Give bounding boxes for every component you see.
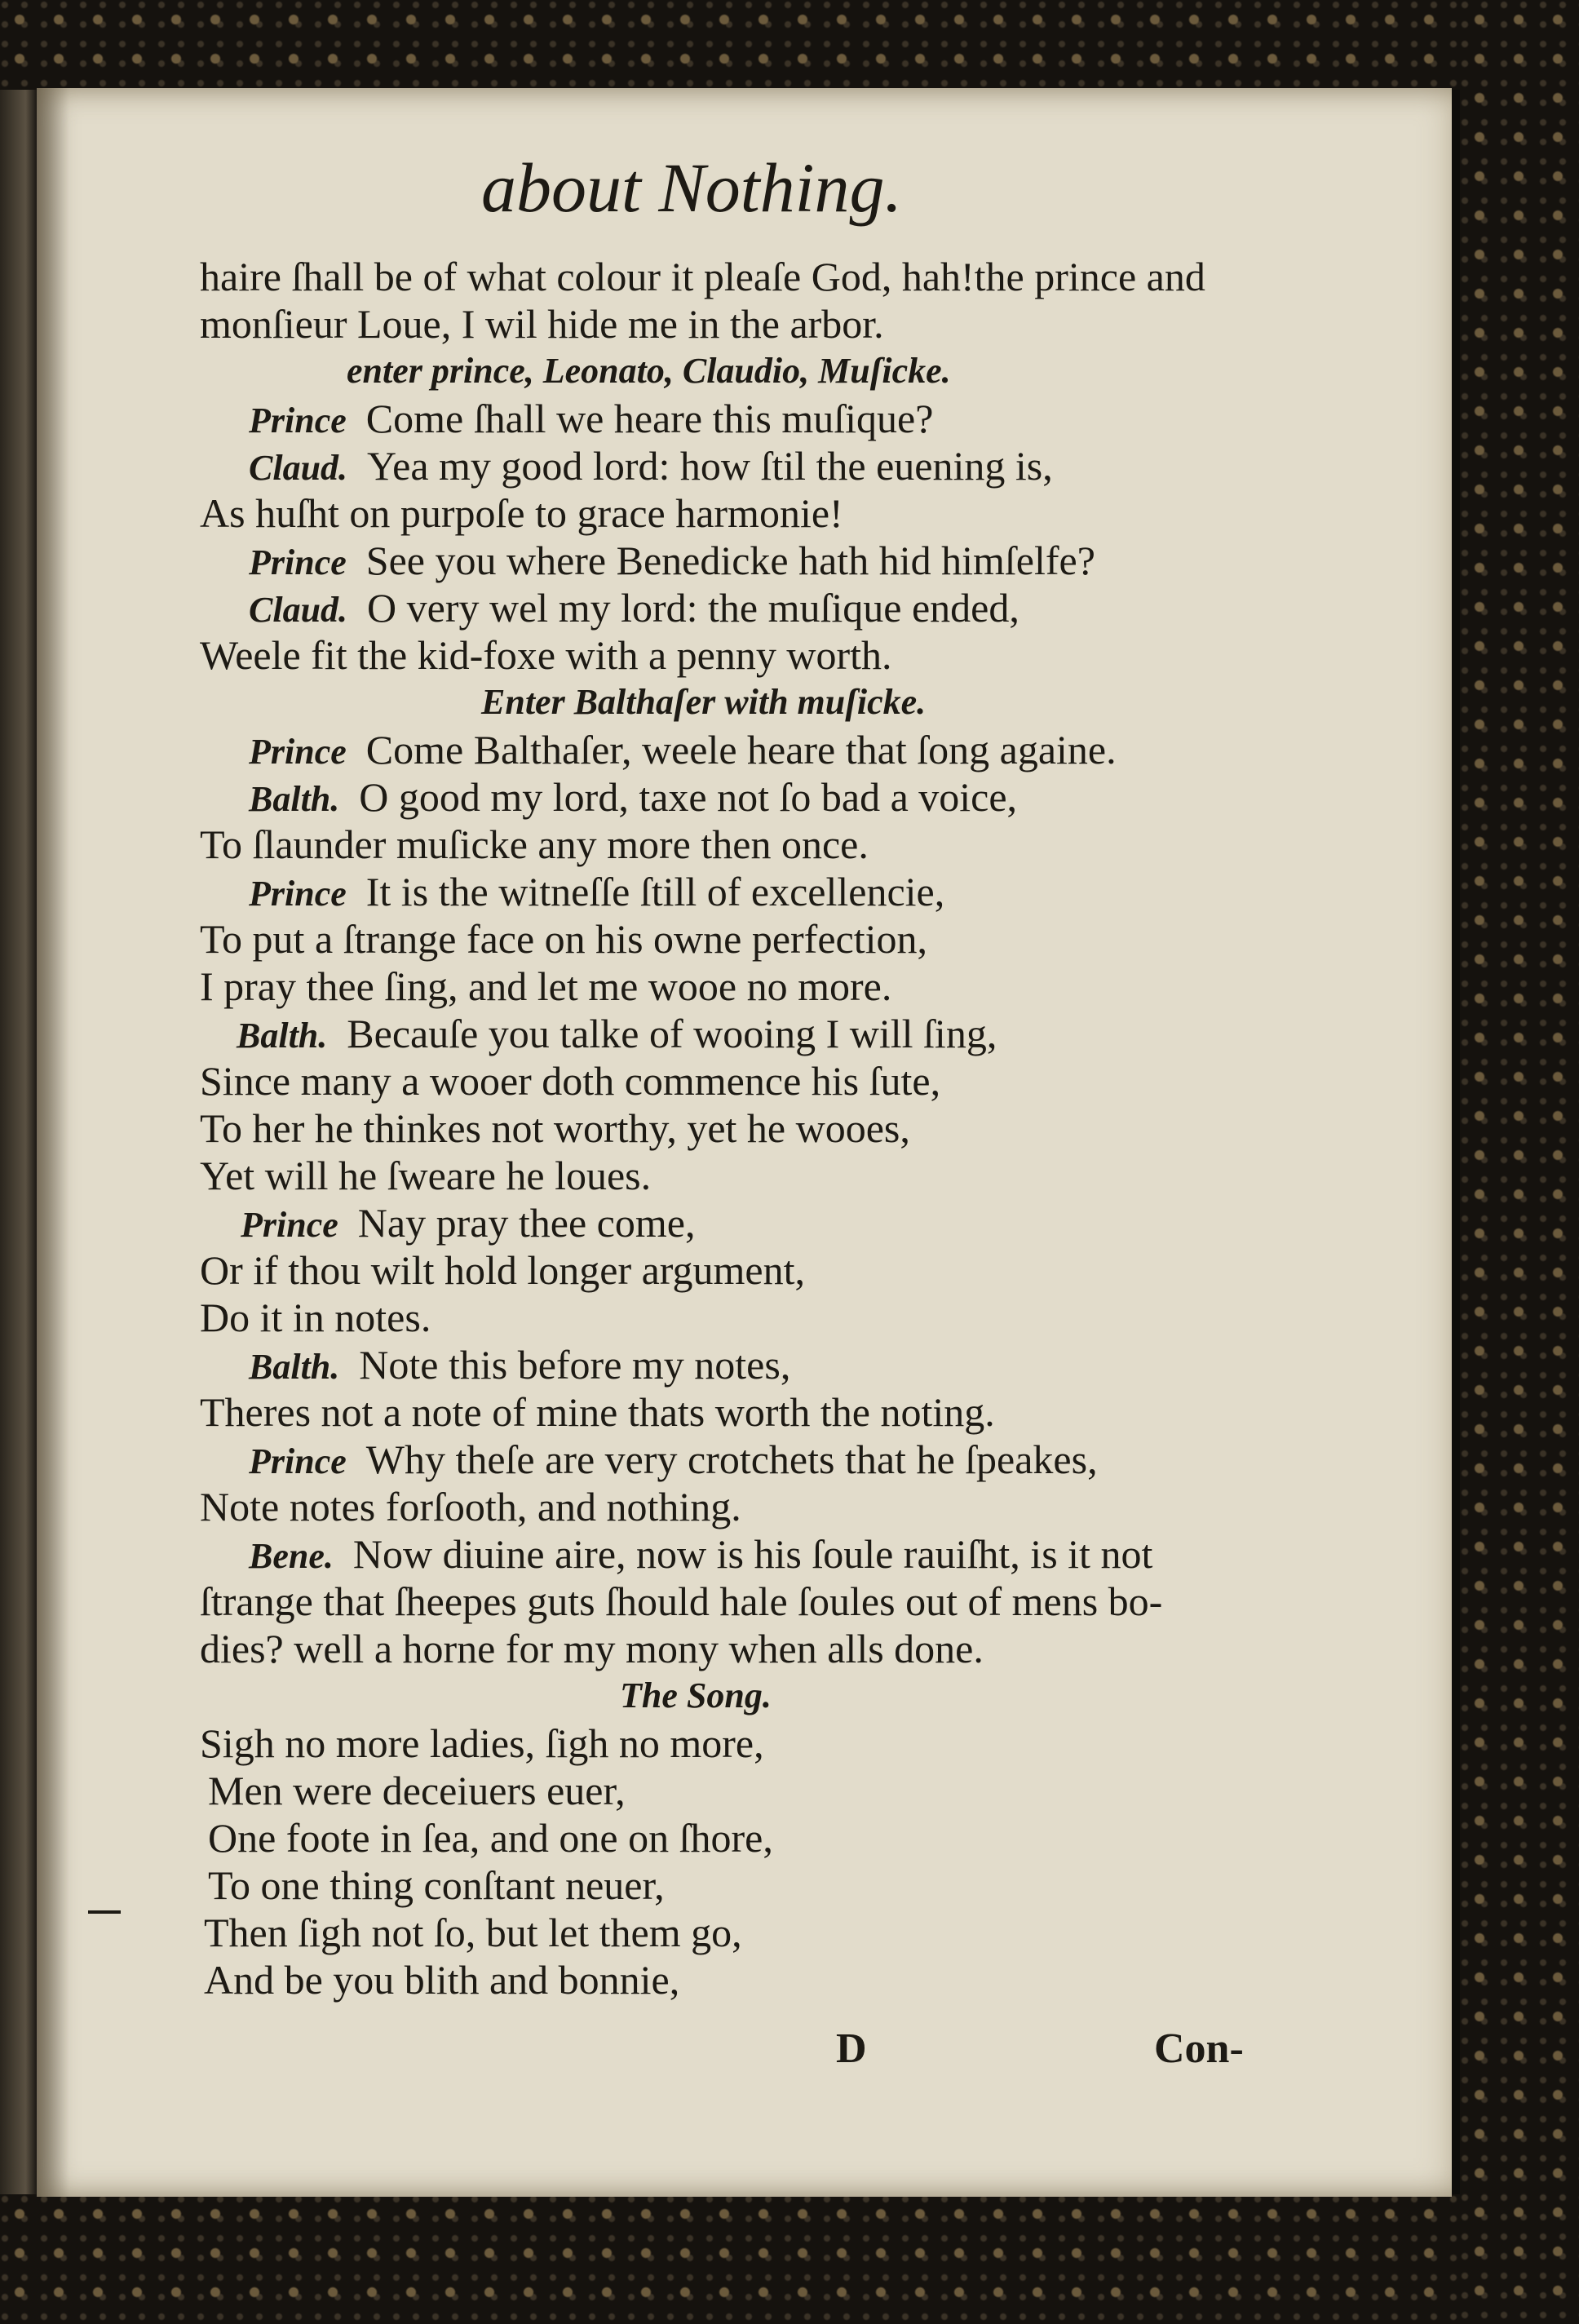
speaker-name: Balth. [249, 779, 340, 819]
speech-line: Bene. Now diuine aire, now is his ſoule rauiſht, is it not [249, 1531, 1153, 1577]
speech-line: Balth. O good my lord, taxe not ſo bad a voice, [249, 774, 1018, 820]
text-line: To her he thinkes not worthy, yet he wooes, [200, 1105, 910, 1151]
speech-line: Prince See you where Benedicke hath hid himſelfe? [249, 538, 1095, 583]
speech-line: Claud. Yea my good lord: how ſtil the euening is, [249, 443, 1053, 489]
speech-line: Prince It is the witneſſe ſtill of excellencie, [249, 869, 945, 914]
text-line: Note notes forſooth, and nothing. [200, 1484, 741, 1529]
text-line: Theres not a note of mine thats worth the noting. [200, 1389, 995, 1435]
speaker-name: Claud. [249, 590, 348, 630]
song-line: One foote in ſea, and one on ſhore, [208, 1815, 773, 1861]
marginal-mark [88, 1910, 121, 1914]
speaker-name: Balth. [249, 1347, 340, 1387]
song-title: The Song. [620, 1675, 772, 1715]
speaker-name: Prince [249, 401, 347, 440]
speech-line: Claud. O very wel my lord: the muſique ended, [249, 585, 1019, 631]
stage-direction: enter prince, Leonato, Claudio, Muſicke. [347, 351, 951, 391]
catchword: Con- [1154, 2025, 1244, 2072]
text-line: ſtrange that ſheepes guts ſhould hale ſoules out of mens bo- [200, 1578, 1163, 1624]
stage-direction: Enter Balthaſer with muſicke. [481, 682, 927, 722]
text-line: I pray thee ſing, and let me wooe no more. [200, 963, 892, 1009]
text-line: As huſht on purpoſe to grace harmonie! [200, 490, 843, 536]
text-line: monſieur Loue, I wil hide me in the arbor. [200, 301, 884, 347]
speaker-name: Prince [249, 874, 347, 914]
speaker-name: Claud. [249, 448, 348, 488]
text-line: Since many a wooer doth commence his ſute, [200, 1058, 941, 1104]
song-line: Men were deceiuers euer, [208, 1768, 626, 1813]
text-line: dies? well a horne for my mony when alls done. [200, 1626, 984, 1671]
text-line: haire ſhall be of what colour it pleaſe God, hah!the prince and [200, 254, 1205, 299]
speech-line: Balth. Note this before my notes, [249, 1342, 791, 1388]
song-line: Sigh no more ladies, ſigh no more, [200, 1720, 764, 1766]
signature-mark: D [836, 2025, 867, 2072]
speaker-name: Prince [249, 732, 347, 772]
song-line: Then ſigh not ſo, but let them go, [204, 1910, 742, 1955]
song-line: And be you blith and bonnie, [204, 1957, 680, 2003]
speech-line: Prince Nay pray thee come, [241, 1200, 696, 1246]
speaker-name: Prince [249, 1441, 347, 1481]
song-line: To one thing conſtant neuer, [208, 1862, 665, 1908]
speaker-name: Balth. [237, 1016, 328, 1056]
text-line: To ſlaunder muſicke any more then once. [200, 821, 869, 867]
running-title: about Nothing. [481, 148, 903, 227]
text-line: Do it in notes. [200, 1295, 431, 1340]
text-line: Or if thou wilt hold longer argument, [200, 1247, 806, 1293]
speech-line: Prince Come ſhall we heare this muſique? [249, 396, 934, 441]
speech-line: Prince Come Balthaſer, weele heare that ſong againe. [249, 727, 1117, 772]
speaker-name: Prince [241, 1205, 338, 1245]
text-line: Yet will he ſweare he loues. [200, 1153, 652, 1198]
text-line: Weele fit the kid-foxe with a penny worth. [200, 632, 892, 678]
speaker-name: Bene. [249, 1536, 334, 1576]
speech-line: Balth. Becauſe you talke of wooing I will ſing, [237, 1011, 997, 1056]
speech-line: Prince Why theſe are very crotchets that he ſpeakes, [249, 1436, 1098, 1482]
speaker-name: Prince [249, 542, 347, 582]
text-line: To put a ſtrange face on his owne perfection, [200, 916, 927, 962]
